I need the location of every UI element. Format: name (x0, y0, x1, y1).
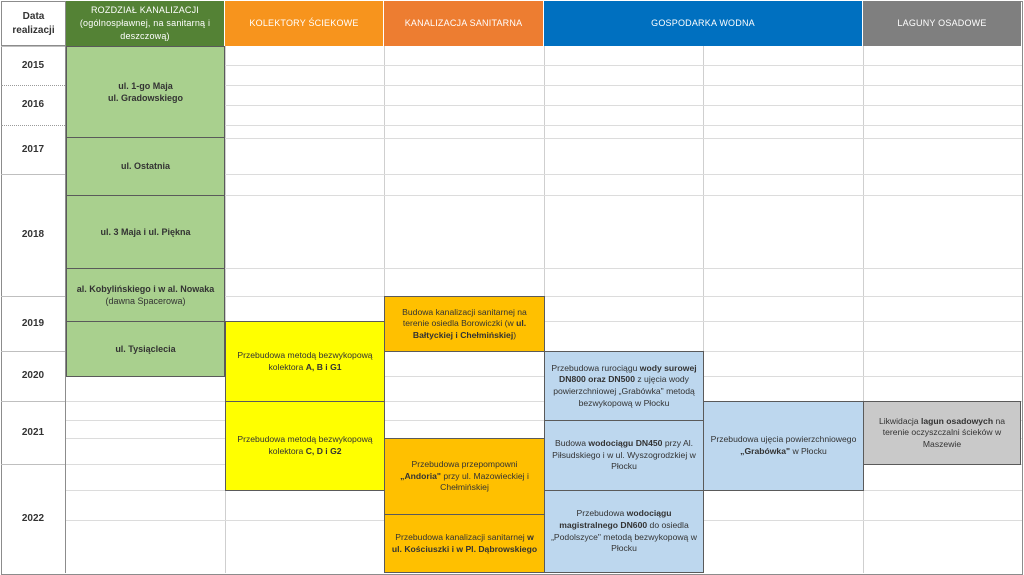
kanalizacja-item-1-post: ) (513, 329, 517, 340)
year-2021 (1, 401, 65, 464)
kolektory-item-2 (225, 401, 385, 491)
rozdzial-item-5 (66, 321, 225, 377)
gospodarka-item-3-post: do osiedla „Podolszyce" metodą bezwykopową w Płocku (551, 519, 697, 554)
gospodarka-item-2-text (551, 438, 697, 473)
rozdzial-item-2 (66, 137, 225, 196)
gospodarka-item-2-bold: wodociągu DN450 (588, 438, 663, 449)
year-2016 (1, 85, 65, 125)
gospodarka-item-3-pre: Przebudowa (576, 508, 627, 519)
kanalizacja-item-1-bold: ul. Bałtyckiej i Chełmińskiej (412, 318, 527, 340)
gospodarka-item-1-text (551, 363, 697, 409)
gospodarka-item-4-text (710, 434, 857, 457)
year-2015 (1, 46, 65, 85)
gospodarka-item-1-post: z ujęcia wody powierzchniowej „Grabówka" metodą bezwykopową w Płocku (553, 374, 695, 408)
kanalizacja-item-2-pre: Przebudowa przepompowni (411, 459, 518, 470)
kanalizacja-item-2-text (391, 459, 538, 494)
year-label: 2017 (21, 143, 45, 155)
kanalizacja-item-3-bold: w ul. Kościuszki i w Pl. Dąbrowskiego (391, 531, 538, 554)
gospodarka-item-4-pre: Przebudowa ujęcia powierzchniowego (710, 434, 857, 445)
rozdzial-item-1-line2: ul. Gradowskiego (107, 93, 183, 103)
gospodarka-item-4-bold: „Grabówka" (740, 446, 791, 456)
header-gospodarka-label: GOSPODARKA WODNA (651, 18, 755, 29)
laguny-item-1-post: na terenie oczyszczalni ścieków w Maszewie (882, 415, 1006, 449)
rozdzial-item-4 (66, 268, 225, 322)
rozdzial-item-5-label: ul. Tysiąclecia (115, 343, 176, 354)
gospodarka-item-3-bold: wodociągu magistralnego DN600 (559, 508, 672, 530)
laguny-item-1-text (870, 416, 1014, 451)
kanalizacja-item-1-pre: Budowa kanalizacji sanitarnej na terenie osiedla Borowiczki (w (402, 306, 527, 329)
rozdzial-item-2-label: ul. Ostatnia (120, 161, 170, 172)
kanalizacja-item-2 (384, 438, 545, 515)
header-rozdzial (66, 1, 225, 46)
gospodarka-item-3-text (551, 508, 697, 554)
header-kanalizacja-label: KANALIZACJA SANITARNA (404, 18, 523, 29)
gospodarka-item-3 (544, 490, 704, 573)
rozdzial-item-4-line2: (dawna Spacerowa) (105, 296, 186, 306)
header-year (1, 1, 66, 46)
kanalizacja-item-3-pre: Przebudowa kanalizacji sanitarnej (395, 531, 528, 542)
year-2017 (1, 125, 65, 174)
gospodarka-item-4 (703, 401, 864, 491)
year-2018 (1, 174, 65, 296)
kolektory-item-1-pre: Przebudowa metodą bezwykopową kolektora (237, 349, 373, 372)
rozdzial-item-1-line1: ul. 1-go Maja (118, 80, 173, 91)
year-label: 2021 (21, 426, 45, 438)
gospodarka-item-1-bold: wody surowej DN800 oraz DN500 (559, 362, 697, 385)
gospodarka-item-2-post: przy Al. Piłsudskiego i w ul. Wyszogrodzkiej w Płocku (552, 438, 696, 472)
header-gospodarka (544, 1, 863, 46)
header-kolektory (225, 1, 384, 46)
year-2020 (1, 351, 65, 401)
year-label: 2019 (21, 317, 45, 329)
kolektory-item-2-pre: Przebudowa metodą bezwykopową kolektora (237, 434, 373, 456)
kanalizacja-item-3-text (391, 532, 538, 555)
header-kanalizacja (384, 1, 544, 46)
kolektory-item-1 (225, 321, 385, 402)
header-laguny (863, 1, 1021, 46)
laguny-item-1-pre: Likwidacja (878, 415, 921, 426)
gospodarka-item-1 (544, 351, 704, 421)
year-label: 2018 (21, 229, 45, 241)
kanalizacja-item-2-post: przy ul. Mazowieckiej i Chełmińskiej (440, 470, 529, 493)
year-label: 2020 (21, 370, 45, 382)
year-2022 (1, 464, 65, 573)
gospodarka-item-1-pre: Przebudowa rurociągu (551, 362, 640, 373)
rozdzial-item-4-line1: al. Kobylińskiego i w al. Nowaka (76, 283, 215, 294)
header-rozdzial-label: ROZDZIAŁ KANALIZACJI (ogólnospławnej, na sanitarną i deszczową) (79, 4, 211, 42)
laguny-item-1 (863, 401, 1021, 465)
kolektory-item-2-bold: C, D i G2 (305, 446, 342, 456)
year-label: 2022 (21, 512, 45, 524)
year-label: 2016 (21, 99, 45, 111)
gospodarka-item-2 (544, 420, 704, 491)
kolektory-item-1-text (232, 350, 378, 373)
year-2019 (1, 296, 65, 351)
laguny-item-1-bold: lagun osadowych (920, 415, 994, 426)
header-laguny-label: LAGUNY OSADOWE (897, 18, 987, 29)
kolektory-item-1-bold: A, B i G1 (305, 361, 342, 372)
gospodarka-item-2-pre: Budowa (554, 438, 589, 449)
header-kolektory-label: KOLEKTORY ŚCIEKOWE (249, 18, 359, 29)
kanalizacja-item-1-text (391, 307, 538, 342)
rozdzial-item-3 (66, 195, 225, 269)
header-year-label: Data realizacji (12, 11, 55, 36)
year-label: 2015 (21, 59, 45, 71)
gospodarka-item-4-post: w Płocku (790, 446, 827, 456)
kanalizacja-item-3 (384, 514, 545, 573)
kanalizacja-item-1 (384, 296, 545, 352)
kanalizacja-item-2-bold: „Andoria" (400, 470, 441, 481)
kolektory-item-2-text (232, 434, 378, 457)
rozdzial-item-1 (66, 46, 225, 138)
rozdzial-item-3-label: ul. 3 Maja i ul. Piękna (100, 226, 191, 237)
